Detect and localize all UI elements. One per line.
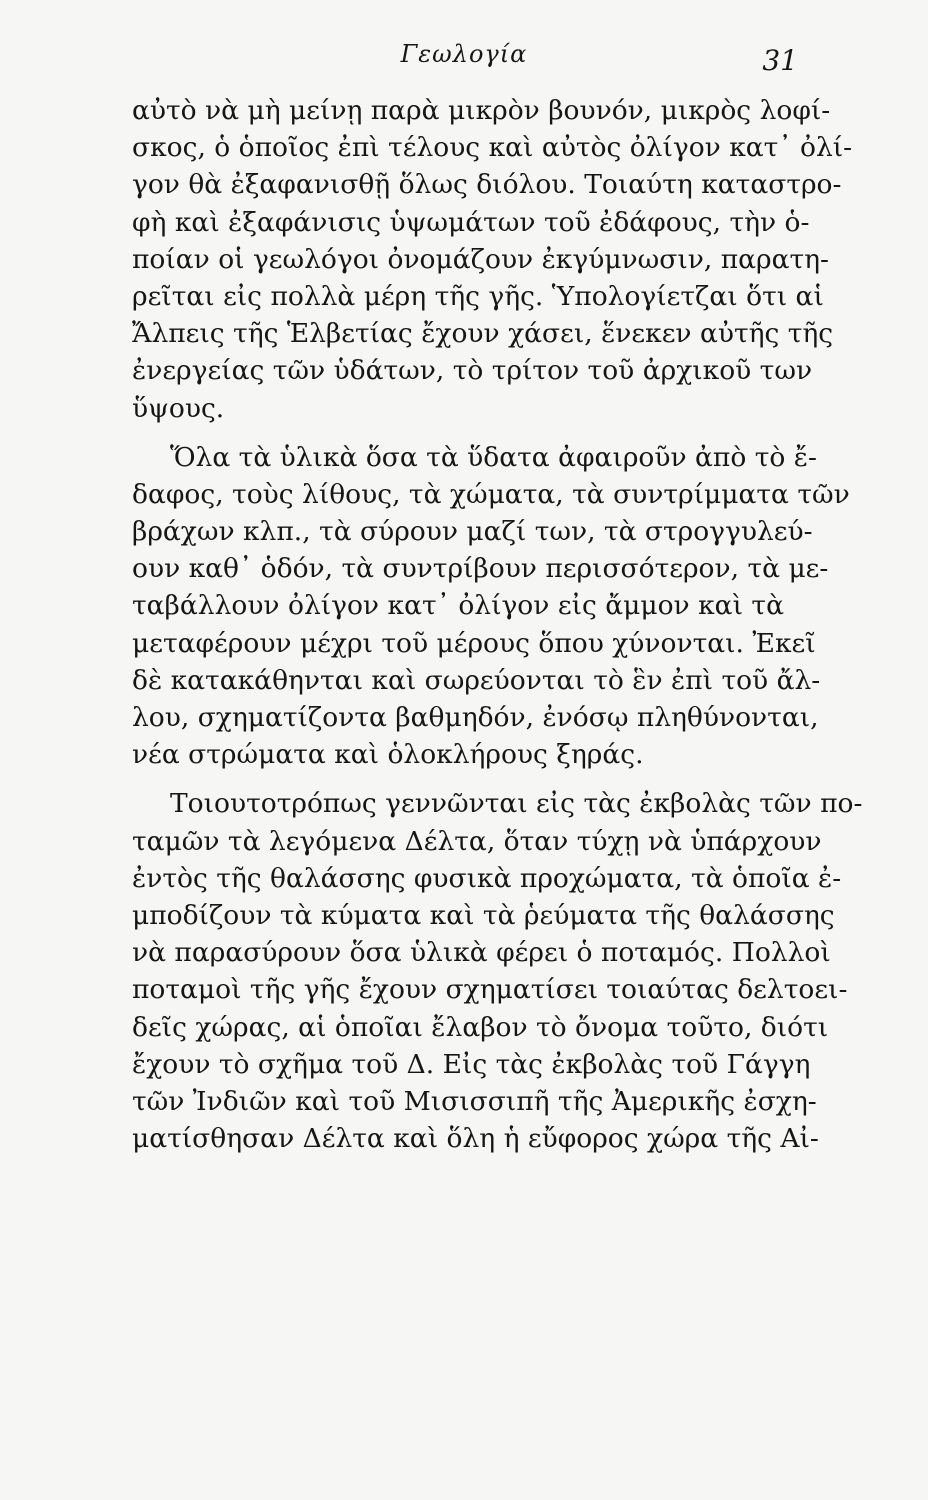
text-line: ποίαν οἱ γεωλόγοι ὀνομάζουν ἐκγύμνωσιν, παρατη- [132,243,829,275]
text-line: ρεῖται εἰς πολλὰ μέρη τῆς γῆς. Ὑπολογίετζαι ὅτι αἱ [132,280,824,312]
text-line: μποδίζουν τὰ κύματα καὶ τὰ ῥεύματα τῆς θαλάσσης [132,899,835,931]
running-title: Γεωλογία [400,40,528,68]
text-line: λου, σχηματίζοντα βαθμηδόν, ἐνόσῳ πληθύνονται, [132,702,819,733]
text-line: δαφος, τοὺς λίθους, τὰ χώματα, τὰ συντρίμματα τῶν [132,478,850,510]
text-line: φὴ καὶ ἐξαφάνισις ὑψωμάτων τοῦ ἐδάφους, τὴν ὁ- [132,206,810,238]
paragraph-1 [132,92,853,427]
text-line: μεταφέρουν μέχρι τοῦ μέρους ὅπου χύνονται. Ἐκεῖ [132,627,816,659]
paragraph-3 [132,785,863,1157]
text-line: ταβάλλουν ὀλίγον κατ᾽ ὀλίγον εἰς ἄμμον καὶ τὰ [132,590,784,622]
paragraph-2 [132,439,850,774]
running-header [0,40,928,80]
text-line: βράχων κλπ., τὰ σύρουν μαζί των, τὰ στρογγυλεύ- [132,516,813,548]
text-line: ἐνεργείας τῶν ὑδάτων, τὸ τρίτον τοῦ ἀρχικοῦ των [132,355,813,387]
text-line: Τοιουτοτρόπως γεννῶνται εἰς τὰς ἐκβολὰς τῶν πο- [170,788,863,820]
text-line: ματίσθησαν Δέλτα καὶ ὅλη ἡ εὔφορος χώρα τῆς Αἰ- [132,1123,819,1155]
text-line: ουν καθ᾽ ὁδόν, τὰ συντρίβουν περισσότερον, τὰ με- [132,553,829,585]
text-line: ταμῶν τὰ λεγόμενα Δέλτα, ὅταν τύχῃ νὰ ὑπάρχουν [132,825,822,857]
text-line: Ὅλα τὰ ὑλικὰ ὅσα τὰ ὕδατα ἀφαιροῦν ἀπὸ τὸ ἔ- [170,441,817,473]
text-line: γον θὰ ἐξαφανισθῇ ὅλως διόλου. Τοιαύτη καταστρο- [132,169,842,201]
text-line: σκος, ὁ ὁποῖος ἐπὶ τέλους καὶ αὐτὸς ὀλίγον κατ᾽ ὀλί- [132,132,853,164]
text-line: δεῖς χώρας, αἱ ὁποῖαι ἔλαβον τὸ ὄνομα τοῦτο, διότι [132,1011,829,1043]
text-line: ποταμοὶ τῆς γῆς ἔχουν σχηματίσει τοιαύτας δελτοει- [132,974,848,1006]
body-text [132,92,863,1157]
text-line: νέα στρώματα καὶ ὁλοκλήρους ξηράς. [132,739,644,771]
page-number: 31 [762,44,798,77]
text-line: ἐντὸς τῆς θαλάσσης φυσικὰ προχώματα, τὰ ὁποῖα ἐ- [132,862,842,894]
text-line: ὕψους. [132,392,225,424]
paragraph-gap [132,427,784,439]
text-line: Ἄλπεις τῆς Ἑλβετίας ἔχουν χάσει, ἕνεκεν αὐτῆς τῆς [132,318,834,350]
text-line: τῶν Ἰνδιῶν καὶ τοῦ Μισισσιπῆ τῆς Ἀμερικῆς ἐσχη- [132,1085,817,1117]
text-line: νὰ παρασύρουν ὅσα ὑλικὰ φέρει ὁ ποταμός. Πολλοὶ [132,937,831,969]
text-line: αὐτὸ νὰ μὴ μείνῃ παρὰ μικρὸν βουνόν, μικρὸς λοφί- [132,95,831,126]
paragraph-gap [132,773,784,785]
text-line: δὲ κατακάθηνται καὶ σωρεύονται τὸ ἓν ἐπὶ τοῦ ἄλ- [132,664,821,696]
text-line: ἔχουν τὸ σχῆμα τοῦ Δ. Εἰς τὰς ἐκβολὰς τοῦ Γάγγη [132,1048,811,1080]
